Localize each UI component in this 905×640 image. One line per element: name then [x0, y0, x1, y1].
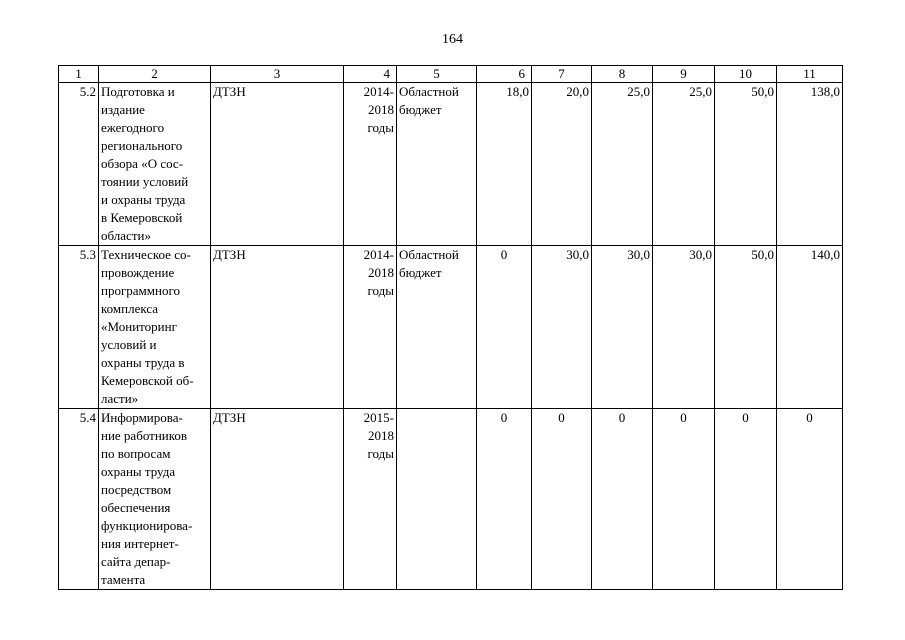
column-header: 1 — [59, 66, 99, 83]
funding-source-cell: Областной бюджет — [397, 246, 477, 409]
executor-cell: ДТЗН — [211, 83, 344, 246]
value-cell: 0 — [477, 409, 532, 590]
executor-cell: ДТЗН — [211, 246, 344, 409]
column-header: 7 — [532, 66, 592, 83]
column-header: 8 — [592, 66, 653, 83]
program-table — [58, 65, 843, 590]
page-number: 164 — [442, 32, 463, 47]
row-number: 5.3 — [59, 246, 99, 409]
value-cell: 18,0 — [477, 83, 532, 246]
value-cell: 140,0 — [777, 246, 843, 409]
column-header: 5 — [397, 66, 477, 83]
activity-name: Подготовка и издание ежегодного регионального обзора «О сос- тоянии условий и охраны труда в Кемеровской области» — [99, 83, 211, 246]
column-header: 2 — [99, 66, 211, 83]
value-cell: 50,0 — [715, 83, 777, 246]
column-header: 9 — [653, 66, 715, 83]
executor-cell: ДТЗН — [211, 409, 344, 590]
row-number: 5.2 — [59, 83, 99, 246]
years-cell: 2014- 2018 годы — [344, 246, 397, 409]
table-row — [59, 246, 843, 409]
value-cell: 0 — [592, 409, 653, 590]
value-cell: 30,0 — [592, 246, 653, 409]
years-cell: 2014- 2018 годы — [344, 83, 397, 246]
activity-name: Информирова- ние работников по вопросам охраны труда посредством обеспечения функционирова- ния интернет- сайта депар- тамента — [99, 409, 211, 590]
value-cell: 25,0 — [592, 83, 653, 246]
column-header: 11 — [777, 66, 843, 83]
funding-source-cell — [397, 409, 477, 590]
value-cell: 138,0 — [777, 83, 843, 246]
value-cell: 25,0 — [653, 83, 715, 246]
value-cell: 30,0 — [653, 246, 715, 409]
funding-source-cell: Областной бюджет — [397, 83, 477, 246]
value-cell: 0 — [532, 409, 592, 590]
value-cell: 30,0 — [532, 246, 592, 409]
column-header: 3 — [211, 66, 344, 83]
column-header: 6 — [477, 66, 532, 83]
column-header: 4 — [344, 66, 397, 83]
header-row — [59, 66, 843, 83]
table-row — [59, 83, 843, 246]
row-number: 5.4 — [59, 409, 99, 590]
value-cell: 50,0 — [715, 246, 777, 409]
value-cell: 0 — [777, 409, 843, 590]
value-cell: 20,0 — [532, 83, 592, 246]
activity-name: Техническое со- провождение программного комплекса «Мониторинг условий и охраны труда в Кемеровской об- ласти» — [99, 246, 211, 409]
value-cell: 0 — [653, 409, 715, 590]
years-cell: 2015- 2018 годы — [344, 409, 397, 590]
value-cell: 0 — [715, 409, 777, 590]
value-cell: 0 — [477, 246, 532, 409]
column-header: 10 — [715, 66, 777, 83]
table-row — [59, 409, 843, 590]
